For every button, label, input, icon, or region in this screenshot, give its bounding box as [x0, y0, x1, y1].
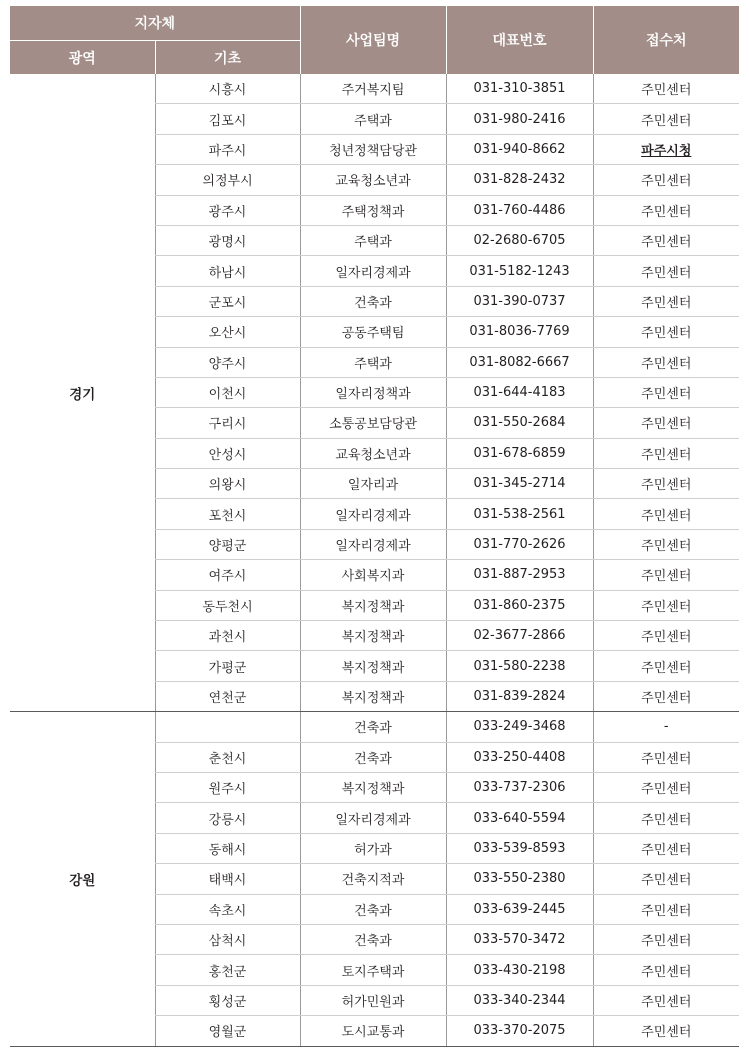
city-cell: 의왕시: [155, 469, 300, 499]
city-cell: 안성시: [155, 438, 300, 468]
office-cell: 파주시청: [593, 134, 739, 164]
phone-cell: 033-340-2344: [446, 985, 593, 1015]
city-cell: 속초시: [155, 894, 300, 924]
office-cell: 주민센터: [593, 955, 739, 985]
city-cell: 하남시: [155, 256, 300, 286]
phone-cell: 033-640-5594: [446, 803, 593, 833]
city-cell: 김포시: [155, 104, 300, 134]
city-cell: 여주시: [155, 560, 300, 590]
team-cell: 건축과: [300, 924, 446, 954]
team-cell: 일자리경제과: [300, 499, 446, 529]
phone-cell: 031-8082-6667: [446, 347, 593, 377]
team-cell: 교육청소년과: [300, 438, 446, 468]
office-cell: 주민센터: [593, 408, 739, 438]
phone-cell: 031-538-2561: [446, 499, 593, 529]
phone-cell: 031-390-0737: [446, 286, 593, 316]
office-cell: 주민센터: [593, 1016, 739, 1046]
city-cell: 태백시: [155, 864, 300, 894]
team-cell: 건축지적과: [300, 864, 446, 894]
city-cell: 구리시: [155, 408, 300, 438]
phone-cell: 033-250-4408: [446, 742, 593, 772]
team-cell: 주택정책과: [300, 195, 446, 225]
office-cell: 주민센터: [593, 317, 739, 347]
phone-cell: 033-430-2198: [446, 955, 593, 985]
city-cell: 이천시: [155, 377, 300, 407]
phone-cell: 031-580-2238: [446, 651, 593, 681]
header-local-government: 지자체: [10, 6, 300, 41]
office-cell: 주민센터: [593, 165, 739, 195]
office-cell: 주민센터: [593, 621, 739, 651]
city-cell: 영월군: [155, 1016, 300, 1046]
phone-cell: 031-345-2714: [446, 469, 593, 499]
team-cell: 토지주택과: [300, 955, 446, 985]
header-office: 접수처: [593, 6, 739, 74]
phone-cell: 02-3677-2866: [446, 621, 593, 651]
office-cell: 주민센터: [593, 529, 739, 559]
team-cell: 복지정책과: [300, 651, 446, 681]
phone-cell: 031-770-2626: [446, 529, 593, 559]
team-cell: 허가과: [300, 833, 446, 863]
city-cell: 시흥시: [155, 74, 300, 104]
phone-cell: 031-678-6859: [446, 438, 593, 468]
phone-cell: 033-539-8593: [446, 833, 593, 863]
phone-cell: 031-980-2416: [446, 104, 593, 134]
phone-cell: 031-310-3851: [446, 74, 593, 104]
phone-cell: 033-370-2075: [446, 1016, 593, 1046]
phone-cell: 033-639-2445: [446, 894, 593, 924]
city-cell: 춘천시: [155, 742, 300, 772]
team-cell: 교육청소년과: [300, 165, 446, 195]
office-cell: 주민센터: [593, 104, 739, 134]
team-cell: 건축과: [300, 286, 446, 316]
phone-cell: 033-737-2306: [446, 772, 593, 802]
city-cell: 의정부시: [155, 165, 300, 195]
phone-cell: 031-550-2684: [446, 408, 593, 438]
office-cell: 주민센터: [593, 347, 739, 377]
city-cell: 포천시: [155, 499, 300, 529]
team-cell: 복지정책과: [300, 772, 446, 802]
city-cell: 횡성군: [155, 985, 300, 1015]
phone-cell: 031-5182-1243: [446, 256, 593, 286]
phone-cell: 031-8036-7769: [446, 317, 593, 347]
phone-cell: 031-839-2824: [446, 681, 593, 711]
table-row: [10, 74, 739, 104]
office-cell: 주민센터: [593, 438, 739, 468]
office-cell: 주민센터: [593, 681, 739, 711]
team-cell: 도시교통과: [300, 1016, 446, 1046]
team-cell: 청년정책담당관: [300, 134, 446, 164]
city-cell: 원주시: [155, 772, 300, 802]
office-cell: 주민센터: [593, 256, 739, 286]
team-cell: 건축과: [300, 742, 446, 772]
office-cell: 주민센터: [593, 195, 739, 225]
city-cell: 과천시: [155, 621, 300, 651]
city-cell: 양주시: [155, 347, 300, 377]
phone-cell: 033-249-3468: [446, 712, 593, 742]
team-cell: 건축과: [300, 712, 446, 742]
city-cell: 오산시: [155, 317, 300, 347]
team-cell: 일자리정책과: [300, 377, 446, 407]
header-team-name: 사업팀명: [300, 6, 446, 74]
office-cell: 주민센터: [593, 864, 739, 894]
header-basic-area: 기초: [155, 41, 300, 75]
office-cell: 주민센터: [593, 651, 739, 681]
office-cell: 주민센터: [593, 772, 739, 802]
team-cell: 허가민원과: [300, 985, 446, 1015]
team-cell: 일자리경제과: [300, 529, 446, 559]
office-cell: 주민센터: [593, 742, 739, 772]
phone-cell: 031-760-4486: [446, 195, 593, 225]
team-cell: 일자리경제과: [300, 803, 446, 833]
office-cell: -: [593, 712, 739, 742]
region-cell: 강원: [10, 712, 155, 1046]
office-cell: 주민센터: [593, 377, 739, 407]
phone-cell: 033-550-2380: [446, 864, 593, 894]
team-cell: 주택과: [300, 225, 446, 255]
phone-cell: 033-570-3472: [446, 924, 593, 954]
city-cell: 광명시: [155, 225, 300, 255]
city-cell: 동두천시: [155, 590, 300, 620]
team-cell: 소통공보담당관: [300, 408, 446, 438]
office-cell: 주민센터: [593, 803, 739, 833]
city-cell: 홍천군: [155, 955, 300, 985]
header-phone: 대표번호: [446, 6, 593, 74]
city-cell: 연천군: [155, 681, 300, 711]
city-cell: 양평군: [155, 529, 300, 559]
office-cell: 주민센터: [593, 225, 739, 255]
office-cell: 주민센터: [593, 985, 739, 1015]
team-cell: 일자리과: [300, 469, 446, 499]
city-cell: 파주시: [155, 134, 300, 164]
contact-table: [10, 6, 739, 1047]
office-cell: 주민센터: [593, 560, 739, 590]
team-cell: 주택과: [300, 347, 446, 377]
phone-cell: 031-887-2953: [446, 560, 593, 590]
office-cell: 주민센터: [593, 499, 739, 529]
team-cell: 일자리경제과: [300, 256, 446, 286]
office-cell: 주민센터: [593, 286, 739, 316]
office-cell: 주민센터: [593, 590, 739, 620]
header-wide-area: 광역: [10, 41, 155, 75]
phone-cell: 02-2680-6705: [446, 225, 593, 255]
city-cell: 동해시: [155, 833, 300, 863]
team-cell: 주거복지팀: [300, 74, 446, 104]
table-body: [10, 74, 739, 1046]
phone-cell: 031-860-2375: [446, 590, 593, 620]
city-cell: 강릉시: [155, 803, 300, 833]
team-cell: 복지정책과: [300, 590, 446, 620]
team-cell: 사회복지과: [300, 560, 446, 590]
phone-cell: 031-644-4183: [446, 377, 593, 407]
city-cell: [155, 712, 300, 742]
city-cell: 삼척시: [155, 924, 300, 954]
region-cell: 경기: [10, 74, 155, 712]
table-row: [10, 712, 739, 742]
contact-table-container: [10, 6, 739, 1047]
phone-cell: 031-828-2432: [446, 165, 593, 195]
office-cell: 주민센터: [593, 894, 739, 924]
city-cell: 가평군: [155, 651, 300, 681]
team-cell: 공동주택팀: [300, 317, 446, 347]
team-cell: 주택과: [300, 104, 446, 134]
office-cell: 주민센터: [593, 833, 739, 863]
office-cell: 주민센터: [593, 469, 739, 499]
team-cell: 복지정책과: [300, 681, 446, 711]
office-cell: 주민센터: [593, 74, 739, 104]
phone-cell: 031-940-8662: [446, 134, 593, 164]
office-cell: 주민센터: [593, 924, 739, 954]
city-cell: 군포시: [155, 286, 300, 316]
table-header: [10, 6, 739, 74]
city-cell: 광주시: [155, 195, 300, 225]
team-cell: 건축과: [300, 894, 446, 924]
team-cell: 복지정책과: [300, 621, 446, 651]
